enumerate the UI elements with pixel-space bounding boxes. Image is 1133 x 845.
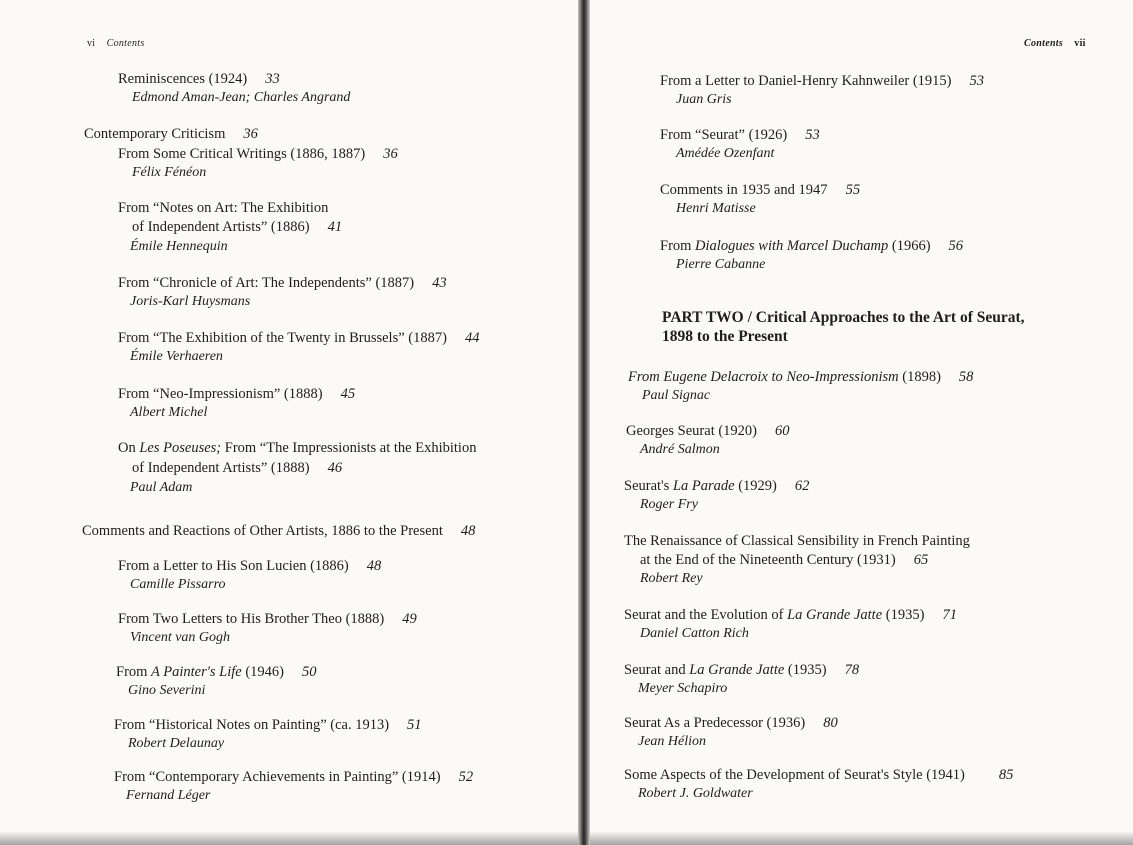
entry-page: 36 xyxy=(383,146,398,162)
entry-title-italic: Les Poseuses; xyxy=(139,440,222,456)
part-heading: PART TWO / Critical Approaches to the Art of Seurat, xyxy=(662,309,1025,326)
entry-author: Gino Severini xyxy=(128,683,206,698)
toc-entry xyxy=(624,714,838,732)
toc-entry xyxy=(118,70,280,88)
left-page-number: vi xyxy=(87,38,96,49)
entry-author: Camille Pissarro xyxy=(130,577,226,592)
entry-author: Jean Hélion xyxy=(638,734,707,749)
entry-page: 65 xyxy=(913,552,929,568)
entry-page: 60 xyxy=(775,423,790,439)
page-edge-shadow xyxy=(590,831,1133,845)
entry-page: 53 xyxy=(805,127,820,143)
entry-title: From Two Letters to His Brother Theo (1888) xyxy=(118,611,385,627)
entry-author: Edmond Aman-Jean; Charles Angrand xyxy=(132,90,351,105)
entry-title: The Renaissance of Classical Sensibility in French Painting xyxy=(624,533,970,549)
entry-title: (1935) xyxy=(787,662,827,678)
toc-entry xyxy=(118,199,328,217)
entry-title-italic: La Grande Jatte xyxy=(787,607,883,623)
entry-title: From a Letter to Daniel-Henry Kahnweiler (1915) xyxy=(660,73,952,89)
entry-title: From Some Critical Writings (1886, 1887) xyxy=(118,146,366,162)
toc-entry xyxy=(624,766,1013,784)
toc-entry xyxy=(660,237,963,255)
page-edge-shadow xyxy=(0,831,578,845)
entry-author: Félix Fénéon xyxy=(132,165,207,180)
entry-author: Paul Signac xyxy=(642,388,711,403)
entry-title-prefix: Seurat and xyxy=(624,662,686,678)
entry-author: Daniel Catton Rich xyxy=(640,626,749,641)
entry-author: Vincent van Gogh xyxy=(130,630,231,645)
right-header-label: Contents xyxy=(1024,38,1064,49)
toc-entry xyxy=(118,274,447,292)
entry-page: 58 xyxy=(958,369,974,385)
entry-author: Émile Hennequin xyxy=(130,239,228,254)
entry-page: 56 xyxy=(948,238,964,254)
entry-author: Pierre Cabanne xyxy=(676,257,766,272)
book-spine xyxy=(578,0,590,845)
entry-title-italic: Dialogues with Marcel Duchamp xyxy=(695,238,889,254)
entry-page: 48 xyxy=(366,558,382,574)
entry-author: Joris-Karl Huysmans xyxy=(130,294,251,309)
toc-entry xyxy=(660,72,984,90)
right-page xyxy=(590,0,1133,845)
entry-title-prefix: From xyxy=(628,369,660,385)
entry-page: 36 xyxy=(243,126,258,142)
entry-page: 80 xyxy=(823,715,838,731)
entry-author: Paul Adam xyxy=(130,480,193,495)
toc-entry-continued xyxy=(132,218,342,236)
entry-author: Roger Fry xyxy=(640,497,698,512)
entry-title: of Independent Artists” (1886) xyxy=(132,219,310,235)
entry-page: 62 xyxy=(794,478,810,494)
entry-title: Seurat As a Predecessor (1936) xyxy=(624,715,806,731)
entry-title: at the End of the Nineteenth Century (1931) xyxy=(640,552,896,568)
toc-entry xyxy=(626,422,790,440)
right-running-head xyxy=(1024,38,1086,49)
entry-title: From “Notes on Art: The Exhibition xyxy=(118,200,329,216)
entry-page: 78 xyxy=(844,662,860,678)
entry-title: Some Aspects of the Development of Seurat's Style (1941) xyxy=(624,767,965,783)
entry-page: 44 xyxy=(464,330,480,346)
entry-title-prefix: Seurat and the Evolution of xyxy=(624,607,784,623)
toc-entry xyxy=(118,385,355,403)
entry-page: 43 xyxy=(432,275,447,291)
section-heading xyxy=(84,125,258,143)
entry-title: Georges Seurat (1920) xyxy=(626,423,758,439)
entry-page: 45 xyxy=(340,386,356,402)
toc-entry-continued xyxy=(640,551,928,569)
part-heading-continued: 1898 to the Present xyxy=(662,328,788,345)
entry-title-italic: Eugene Delacroix to Neo-Impressionism xyxy=(663,369,899,385)
entry-title: From “Neo-Impressionism” (1888) xyxy=(118,386,323,402)
entry-title: (1929) xyxy=(738,478,777,494)
toc-entry xyxy=(118,145,398,163)
entry-title-italic: La Grande Jatte xyxy=(689,662,785,678)
entry-title: of Independent Artists” (1888) xyxy=(132,460,310,476)
entry-title: (1946) xyxy=(245,664,284,680)
right-page-number: vii xyxy=(1074,38,1086,49)
entry-title: From “The Impressionists at the Exhibition xyxy=(224,440,477,456)
entry-title-prefix: From xyxy=(116,664,148,680)
toc-entry xyxy=(628,368,973,386)
entry-title-prefix: From xyxy=(660,238,692,254)
toc-entry-continued xyxy=(132,459,342,477)
entry-title: (1898) xyxy=(902,369,941,385)
entry-author: Juan Gris xyxy=(676,92,732,107)
entry-title: From “The Exhibition of the Twenty in Brussels” (1887) xyxy=(118,330,447,346)
section-heading xyxy=(82,522,475,540)
entry-title: Comments in 1935 and 1947 xyxy=(660,182,828,198)
toc-entry xyxy=(624,606,957,624)
entry-page: 55 xyxy=(845,182,861,198)
entry-title: From “Historical Notes on Painting” (ca. 1913) xyxy=(114,717,390,733)
entry-author: Amédée Ozenfant xyxy=(676,146,775,161)
entry-title: From “Contemporary Achievements in Painting” (1914) xyxy=(114,769,441,785)
entry-page: 85 xyxy=(998,767,1014,783)
entry-author: Robert J. Goldwater xyxy=(638,786,753,801)
entry-title: Reminiscences (1924) xyxy=(118,71,248,87)
entry-page: 46 xyxy=(327,460,343,476)
toc-entry xyxy=(624,532,970,550)
toc-entry xyxy=(114,768,473,786)
entry-page: 41 xyxy=(327,219,343,235)
left-header-label: Contents xyxy=(106,38,145,49)
entry-title: From “Chronicle of Art: The Independents” (1887) xyxy=(118,275,415,291)
entry-title: (1935) xyxy=(885,607,925,623)
entry-title-italic: La Parade xyxy=(672,478,735,494)
section-title: Contemporary Criticism xyxy=(84,126,226,142)
entry-author: Robert Delaunay xyxy=(128,736,225,751)
toc-entry xyxy=(660,126,820,144)
entry-page: 52 xyxy=(458,769,474,785)
section-title: Comments and Reactions of Other Artists, 1886 to the Present xyxy=(82,523,443,539)
entry-title: From “Seurat” (1926) xyxy=(660,127,788,143)
entry-page: 71 xyxy=(942,607,957,623)
entry-title: From a Letter to His Son Lucien (1886) xyxy=(118,558,349,574)
toc-entry xyxy=(624,477,809,495)
entry-author: Fernand Léger xyxy=(126,788,211,803)
entry-page: 49 xyxy=(402,611,417,627)
entry-author: Albert Michel xyxy=(130,405,208,420)
toc-entry xyxy=(118,557,381,575)
entry-page: 33 xyxy=(265,71,280,87)
entry-title-italic: A Painter's Life xyxy=(151,664,242,680)
entry-title: (1966) xyxy=(891,238,931,254)
toc-entry xyxy=(114,716,422,734)
entry-author: Meyer Schapiro xyxy=(638,681,728,696)
toc-entry xyxy=(116,663,316,681)
toc-entry xyxy=(118,329,479,347)
entry-author: André Salmon xyxy=(640,442,720,457)
entry-author: Henri Matisse xyxy=(676,201,756,216)
toc-entry xyxy=(118,439,476,457)
left-running-head xyxy=(87,38,145,49)
toc-entry xyxy=(624,661,859,679)
entry-title-prefix: Seurat's xyxy=(624,478,670,494)
entry-page: 50 xyxy=(301,664,317,680)
entry-author: Émile Verhaeren xyxy=(130,349,223,364)
entry-title-prefix: On xyxy=(118,440,136,456)
entry-page: 51 xyxy=(407,717,422,733)
entry-page: 48 xyxy=(460,523,476,539)
entry-author: Robert Rey xyxy=(640,571,703,586)
toc-entry xyxy=(660,181,860,199)
entry-page: 53 xyxy=(969,73,985,89)
toc-entry xyxy=(118,610,417,628)
